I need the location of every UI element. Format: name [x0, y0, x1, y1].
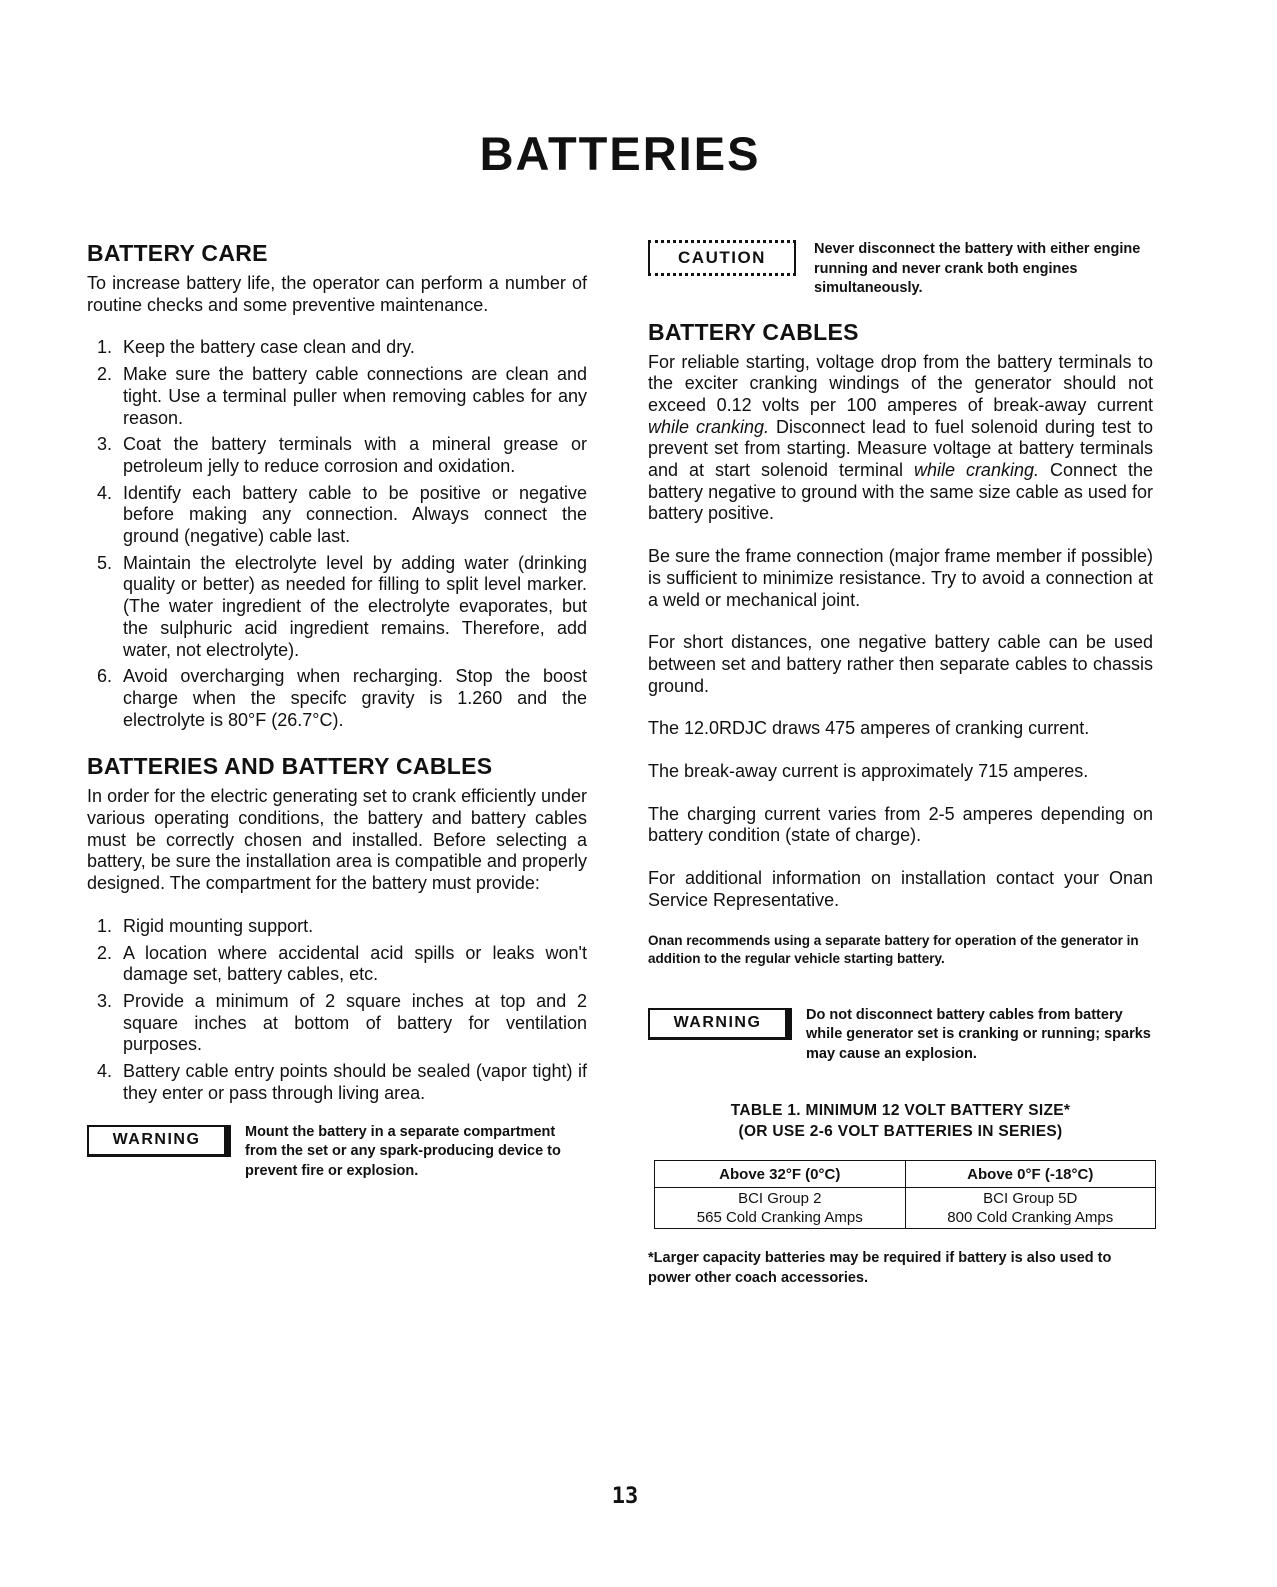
warning-text: Mount the battery in a separate compartment from the set or any spark-producing device to prevent fire or explosion.: [245, 1123, 561, 1179]
batteries-and-cables-heading: BATTERIES AND BATTERY CABLES: [87, 753, 493, 780]
disconnect-warning-notice: [648, 1006, 1153, 1065]
table-row: [655, 1188, 1156, 1229]
caution-text: Never disconnect the battery with either engine running and never crank both engines simultaneously.: [814, 241, 1141, 296]
onan-recommendation: Onan recommends using a separate battery for operation of the generator in addition to the regular vehicle starting battery.: [648, 932, 1139, 966]
list-item: 6. Avoid overcharging when recharging. Stop the boost charge when the specifc gravity is 1.260 and the electrolyte is 80°F (26.7°C).: [97, 666, 587, 730]
warning-badge: WARNING: [87, 1125, 231, 1157]
table-footnote: *Larger capacity batteries may be required if battery is also used to power other coach accessories.: [648, 1250, 1112, 1286]
page-title: BATTERIES: [479, 127, 761, 180]
list-item: 3. Coat the battery terminals with a mineral grease or petroleum jelly to reduce corrosion and oxidation.: [97, 434, 587, 476]
battery-care-heading: BATTERY CARE: [87, 240, 268, 266]
battery-cables-heading: BATTERY CABLES: [648, 318, 859, 345]
table-cell: BCI Group 2 565 Cold Cranking Amps: [655, 1188, 906, 1229]
left-column: [87, 240, 587, 1181]
battery-cables-para-2: Be sure the frame connection (major frame member if possible) is sufficient to minimize resistance. Try to avoid a connection at a weld or mechanical joint.: [648, 546, 1153, 610]
list-item: 3. Provide a minimum of 2 square inches at top and 2 square inches at bottom of battery for ventilation purposes.: [97, 990, 587, 1055]
battery-cables-para-3: For short distances, one negative battery cable can be used between set and battery rather then separate cables to chassis ground.: [648, 632, 1153, 696]
battery-care-list: [87, 337, 587, 731]
table-header-cell: Above 32°F (0°C): [655, 1161, 906, 1188]
right-column: [648, 240, 1153, 1288]
caution-badge: CAUTION: [648, 240, 796, 276]
caution-notice: [648, 240, 1153, 299]
battery-cables-para-4: The 12.0RDJC draws 475 amperes of cranking current.: [648, 718, 1090, 739]
table-header-cell: Above 0°F (-18°C): [905, 1161, 1156, 1188]
battery-cables-para-1: For reliable starting, voltage drop from the battery terminals to the exciter cranking windings of the generator should not exceed 0.12 volts per 100 amperes of break-away current while cranking. Disconnect lead to fuel solenoid during test to prevent set from starting. Measure voltage at battery terminals and at start solenoid terminal while cranking. Connect the battery negative to ground with the same size cable as used for battery positive.: [648, 351, 1153, 524]
table-header-row: [655, 1161, 1156, 1188]
battery-care-intro: To increase battery life, the operator can perform a number of routine checks and some preventive maintenance.: [87, 273, 587, 315]
battery-size-table-title: TABLE 1. MINIMUM 12 VOLT BATTERY SIZE* (OR USE 2-6 VOLT BATTERIES IN SERIES): [730, 1102, 1071, 1141]
list-item: 1. Rigid mounting support.: [97, 915, 314, 936]
list-item: 1. Keep the battery case clean and dry.: [97, 337, 415, 358]
warning-badge: WARNING: [648, 1008, 792, 1040]
list-item: 5. Maintain the electrolyte level by adding water (drinking quality or better) as needed for filling to split level marker. (The water ingredient of the electrolyte evaporates, but the sulphuric acid ingredient remains. Therefore, add water, not electrolyte).: [97, 552, 587, 660]
batteries-and-cables-intro: In order for the electric generating set to crank efficiently under various operating conditions, the battery and battery cables must be correctly chosen and installed. Before selecting a battery, be sure the installation area is compatible and properly designed. The compartment for the battery must provide:: [87, 786, 587, 894]
table-cell: BCI Group 5D 800 Cold Cranking Amps: [905, 1188, 1156, 1229]
battery-cables-para-7: For additional information on installation contact your Onan Service Representative.: [648, 868, 1153, 910]
battery-size-table: [654, 1160, 1156, 1229]
battery-cables-para-6: The charging current varies from 2-5 amperes depending on battery condition (state of charge).: [648, 803, 1153, 846]
list-item: 4. Identify each battery cable to be positive or negative before making any connection. Always connect the ground (negative) cable last.: [97, 482, 587, 547]
battery-cables-para-5: The break-away current is approximately 715 amperes.: [648, 761, 1089, 782]
page-number: 13: [611, 1484, 639, 1509]
list-item: 2. Make sure the battery cable connections are clean and tight. Use a terminal puller when removing cables for any reason.: [97, 364, 587, 428]
warning-text: Do not disconnect battery cables from battery while generator set is cranking or running; sparks may cause an explosion.: [806, 1006, 1151, 1062]
list-item: 2. A location where accidental acid spills or leaks won't damage set, battery cables, etc.: [97, 942, 587, 985]
compartment-requirements-list: [87, 916, 587, 1105]
list-item: 4. Battery cable entry points should be sealed (vapor tight) if they enter or pass through living area.: [97, 1061, 587, 1103]
mount-warning-notice: [87, 1123, 587, 1182]
